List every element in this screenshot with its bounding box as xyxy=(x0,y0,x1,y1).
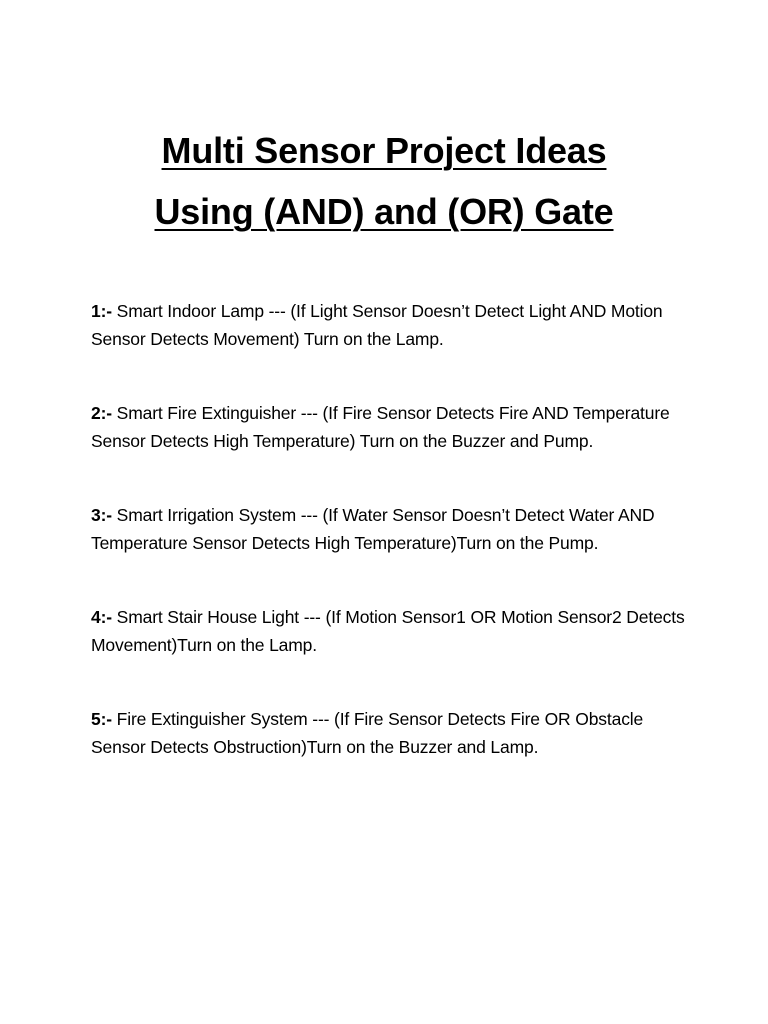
title-line-1: Multi Sensor Project Ideas xyxy=(161,130,607,172)
project-item-number: 5:- xyxy=(91,709,112,729)
project-item-number: 4:- xyxy=(91,607,112,627)
project-item-1 xyxy=(91,297,691,353)
project-item-text: Fire Extinguisher System --- (If Fire Sensor Detects Fire OR Obstacle Sensor Detects Obstruction)Turn on the Buzzer and Lamp. xyxy=(91,709,644,757)
document-title xyxy=(0,120,768,242)
project-item-text: Smart Fire Extinguisher --- (If Fire Sensor Detects Fire AND Temperature Sensor Detects High Temperature) Turn on the Buzzer and Pump. xyxy=(91,403,670,451)
project-item-5 xyxy=(91,705,691,761)
project-item-text: Smart Indoor Lamp --- (If Light Sensor Doesn’t Detect Light AND Motion Sensor Detects Movement) Turn on the Lamp. xyxy=(91,301,663,349)
project-item-text: Smart Stair House Light --- (If Motion Sensor1 OR Motion Sensor2 Detects Movement)Turn on the Lamp. xyxy=(91,607,685,655)
project-item-number: 2:- xyxy=(91,403,112,423)
title-line-2: Using (AND) and (OR) Gate xyxy=(154,191,614,233)
project-item-4 xyxy=(91,603,691,659)
project-item-text: Smart Irrigation System --- (If Water Sensor Doesn’t Detect Water AND Temperature Sensor Detects High Temperature)Turn on the Pump. xyxy=(91,505,655,553)
project-item-3 xyxy=(91,501,691,557)
project-item-number: 1:- xyxy=(91,301,112,321)
project-item-2 xyxy=(91,399,691,455)
project-list xyxy=(91,297,691,761)
project-item-number: 3:- xyxy=(91,505,112,525)
